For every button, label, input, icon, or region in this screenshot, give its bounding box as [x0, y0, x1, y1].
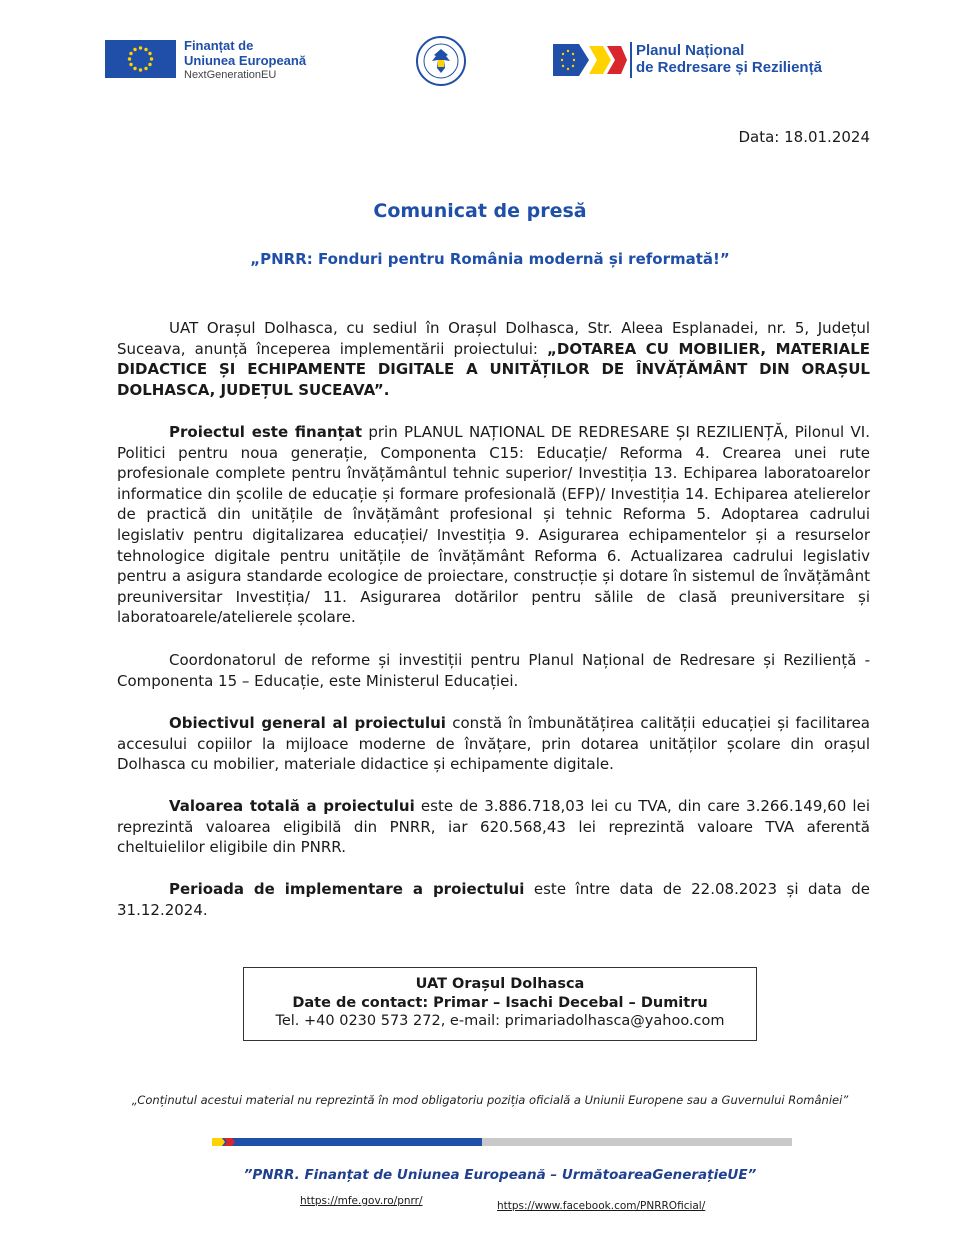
paragraph-value-lead: Valoarea totală a proiectului [169, 797, 415, 815]
contact-person: Date de contact: Primar – Isachi Decebal – Dumitru [292, 994, 708, 1011]
pnrr-label [636, 42, 822, 76]
project-name: „DOTAREA CU MOBILIER, MATERIALE DIDACTICE ȘI ECHIPAMENTE DIGITALE A UNITĂȚILOR DE ÎNVĂȚĂMÂNT DIN ORAȘUL DOLHASCA, JUDEȚUL SUCEAVA”. [117, 339, 871, 399]
paragraph-coordinator [117, 650, 870, 691]
paragraph-period-text: este între data de 22.08.2023 și data de 31.12.2024. [117, 880, 870, 919]
paragraph-funding [117, 422, 870, 628]
eu-line1: Finanțat de [184, 38, 254, 53]
facebook-link[interactable]: https://www.facebook.com/PNRROficial/ [497, 1200, 706, 1212]
contact-phone-email: Tel. +40 0230 573 272, e-mail: primariadolhasca@yahoo.com [275, 1013, 725, 1029]
mfe-link[interactable]: https://mfe.gov.ro/pnrr/ [300, 1195, 423, 1207]
paragraph-period-lead: Perioada de implementare a proiectului [169, 880, 525, 898]
footer-bar-flag-icon [212, 1136, 242, 1148]
footer-tagline: ”PNRR. Finanțat de Uniunea Europeană – UrmătoareaGenerațieUE” [243, 1167, 757, 1183]
paragraph-objective [117, 713, 870, 775]
paragraph-intro-text: UAT Orașul Dolhasca, cu sediul în Orașul Dolhasca, Str. Aleea Esplanadei, nr. 5, Județul Suceava, anunță începerea implementării proiectului: [117, 319, 870, 358]
eu-funding-label [184, 38, 306, 83]
paragraph-intro [117, 318, 870, 400]
page-title: Comunicat de presă [373, 200, 587, 222]
document-date: Data: 18.01.2024 [738, 128, 870, 146]
paragraph-funding-lead: Proiectul este finanțat [169, 423, 362, 441]
contact-org: UAT Orașul Dolhasca [415, 976, 585, 992]
footer-bar-blue [212, 1138, 482, 1146]
eu-flag-icon [105, 40, 176, 78]
paragraph-value-text: este de 3.886.718,03 lei cu TVA, din care 3.266.149,60 lei reprezintă valoarea eligibilă din PNRR, iar 620.568,43 lei reprezintă valoare TVA aferentă cheltuielilor eligibile din PNRR. [117, 797, 870, 857]
guvernul-romaniei-seal-icon [410, 35, 472, 87]
pnrr-line1: Planul Național [636, 42, 745, 59]
pnrr-line2: de Redresare și Reziliență [636, 59, 822, 76]
pnrr-separator [630, 42, 632, 78]
eu-line3: NextGenerationEU [184, 69, 277, 81]
footer-bar-gray [482, 1138, 792, 1146]
paragraph-value [117, 796, 870, 858]
paragraph-objective-lead: Obiectivul general al proiectului [169, 714, 446, 732]
page-subtitle: „PNRR: Fonduri pentru România modernă și reformată!” [250, 250, 730, 268]
paragraph-funding-text: prin PLANUL NAȚIONAL DE REDRESARE ȘI REZILIENȚĂ, Pilonul VI. Politici pentru noua generație, Componenta C15: Educație/ Reforma 4. Crearea unei rute profesionale complete pentru învățământul tehnic superior/ Investiția 13. Echiparea laboratoarelor informatice din școlile de educație și formare profesională (EFP)/ Investiția 14. Echiparea atelierelor de practică din unitățile de învățământ profesional și tehnic Reforma 5. Adoptarea cadrului legislativ pentru digitalizarea educației/ Investiția 9. Asigurarea echipamentelor și a resurselor tehnologice digitale pentru unitățile de învățământ Reforma 6. Actualizarea cadrului legislativ pentru a asigura standarde ecologice de proiectare, construcție și dotare în sistemul de învățământ preuniversitar Investiția/ 11. Asigurarea dotărilor pentru sălile de clasă preuniversitare și laboratoarele/atelierele școlare. [117, 423, 870, 627]
disclaimer: „Conținutul acestui material nu reprezintă în mod obligatoriu poziția oficială a Uniunii Europene sau a Guvernului României” [131, 1093, 849, 1107]
contact-box [243, 967, 757, 1041]
eu-line2: Uniunea Europeană [184, 53, 307, 68]
paragraph-objective-text: constă în îmbunătățirea calității educației și facilitarea accesului copiilor la mijloace moderne de învățare, prin dotarea unităților școlare din orașul Dolhasca cu mobilier, materiale didactice și echipamente digitale. [117, 714, 871, 774]
paragraph-coordinator-text: Coordonatorul de reforme și investiții pentru Planul Național de Redresare și Reziliență - Componenta 15 – Educație, este Ministerul Educației. [117, 651, 870, 690]
paragraph-period [117, 879, 870, 920]
pnrr-logo-icon [553, 42, 627, 78]
